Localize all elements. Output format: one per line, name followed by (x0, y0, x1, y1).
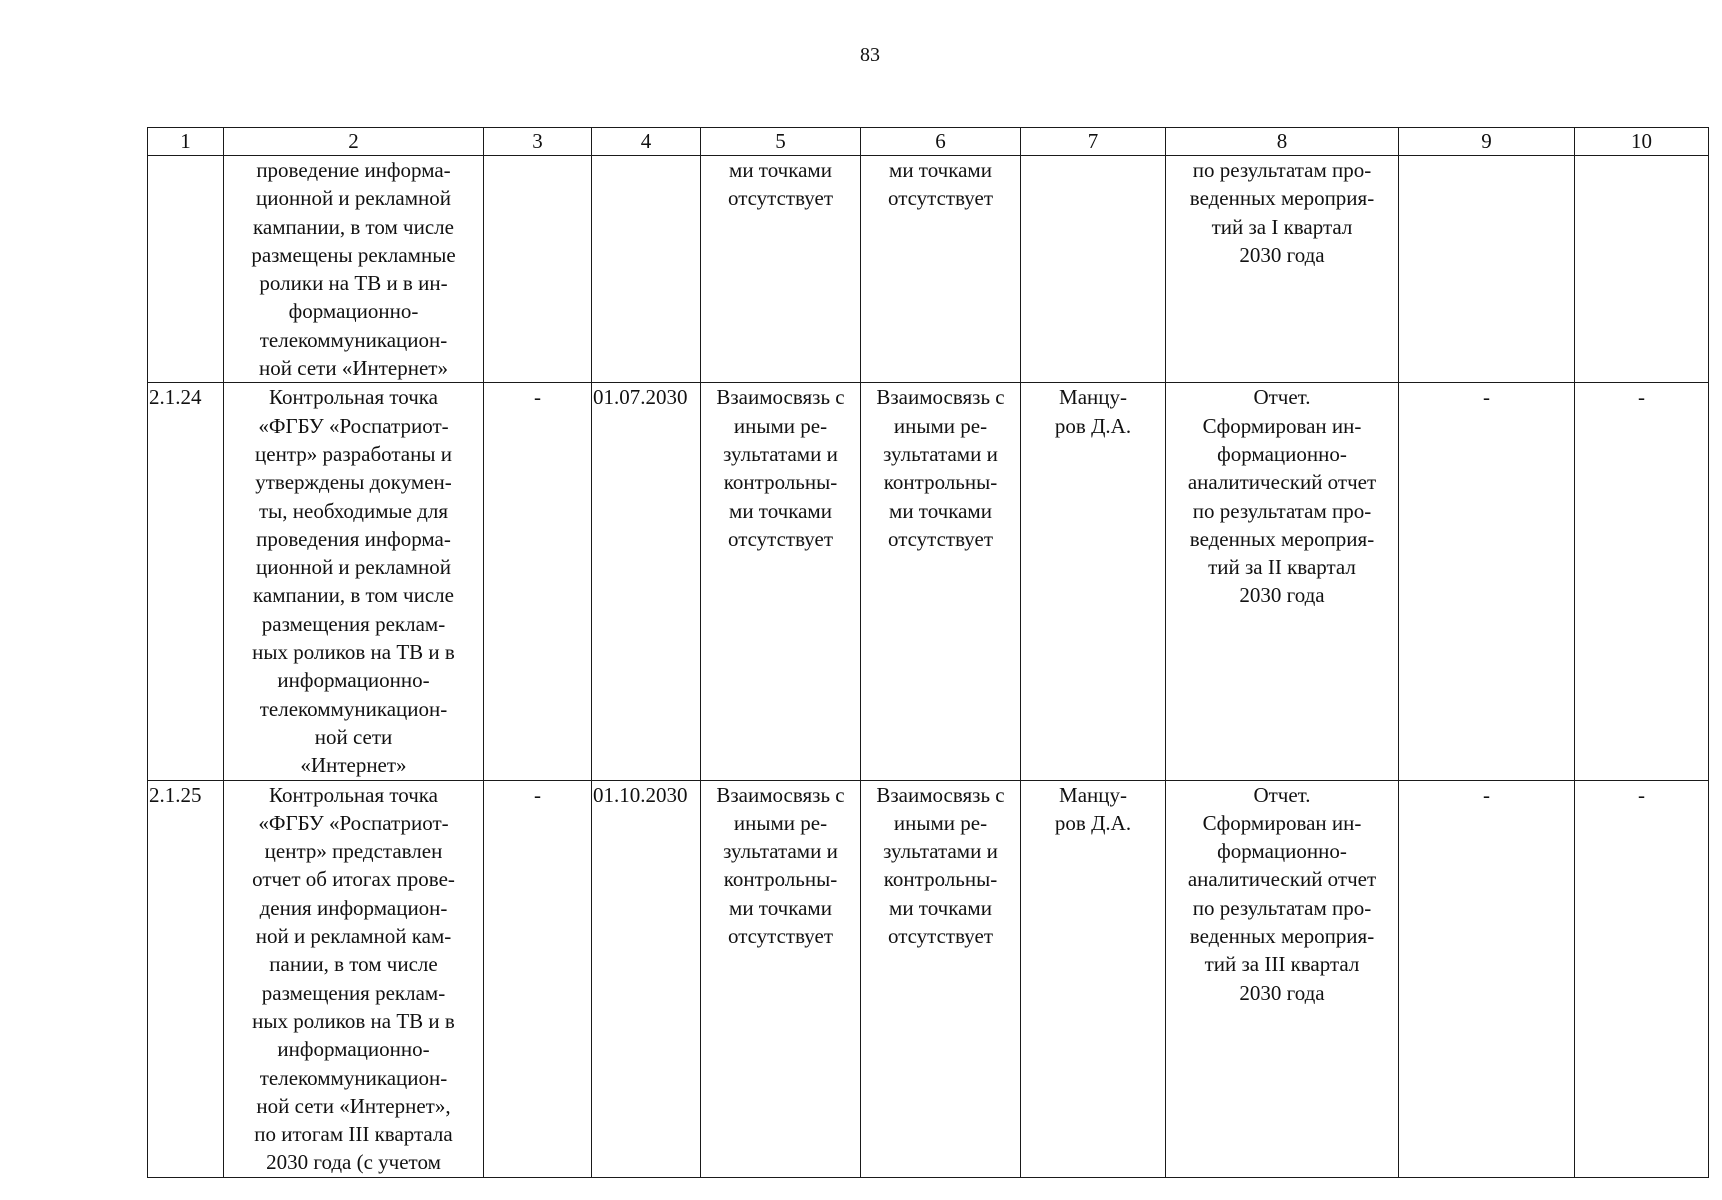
description-cell (224, 780, 484, 1177)
text-line: иными ре- (893, 413, 988, 438)
relation-cell (701, 383, 861, 780)
text-line: дения информацион- (259, 895, 448, 920)
text-line: 2030 года (1239, 242, 1325, 267)
text-line: 2030 года (1239, 980, 1325, 1005)
text-line: телекоммуникацион- (259, 1065, 448, 1090)
text-line: веденных мероприя- (1189, 526, 1375, 551)
text-line: телекоммуникацион- (259, 327, 448, 352)
column-header: 3 (484, 128, 592, 156)
text-line: тий за I квартал (1211, 214, 1353, 239)
column-3-cell (484, 156, 592, 383)
text-line: зультатами и (883, 839, 998, 864)
text-line: ми точками (889, 498, 992, 523)
text-line: ты, необходимые для (258, 498, 449, 523)
text-line: отсутствует (887, 924, 994, 949)
text-line: Отчет. (1253, 385, 1311, 410)
text-line: отсутствует (727, 526, 834, 551)
text-line: иными ре- (733, 810, 828, 835)
text-line: формационно- (288, 299, 419, 324)
responsible-cell (1021, 383, 1166, 780)
text-line: Взаимосвязь с (716, 782, 845, 807)
text-line: 2030 года (с учетом (266, 1150, 441, 1175)
text-line: центр» представлен (264, 839, 443, 864)
text-line: размещения реклам- (261, 611, 446, 636)
text-line: Сформирован ин- (1202, 413, 1362, 438)
column-header: 5 (701, 128, 861, 156)
text-line: по итогам III квартала (254, 1122, 453, 1147)
text-line: информационно- (277, 668, 430, 693)
table-row (148, 780, 1709, 1177)
text-line: ционной и рекламной (255, 186, 452, 211)
text-line: кампании, в том числе (253, 583, 454, 608)
item-number-cell: 2.1.25 (148, 780, 224, 1177)
text-line: веденных мероприя- (1189, 924, 1375, 949)
column-header: 10 (1575, 128, 1709, 156)
column-header: 1 (148, 128, 224, 156)
column-3-cell: - (484, 383, 592, 780)
description-cell (224, 156, 484, 383)
text-line: Отчет. (1253, 782, 1311, 807)
table-row (148, 156, 1709, 383)
text-line: отчет об итогах прове- (252, 867, 455, 892)
text-line: 2030 года (1239, 583, 1325, 608)
text-line: аналитический отчет (1187, 867, 1377, 892)
document-table (147, 127, 1709, 1178)
text-line: утверждены докумен- (255, 470, 452, 495)
text-line: по результатам про- (1192, 895, 1372, 920)
text-line: контрольны- (883, 867, 998, 892)
relation-cell (861, 383, 1021, 780)
column-10-cell: - (1575, 383, 1709, 780)
text-line: ми точками (729, 498, 832, 523)
text-line: ми точками (729, 895, 832, 920)
text-line: ров Д.А. (1054, 810, 1132, 835)
text-line: контрольны- (883, 470, 998, 495)
item-number-cell: 2.1.24 (148, 383, 224, 780)
relation-cell (861, 156, 1021, 383)
text-line: ной сети «Интернет» (259, 356, 448, 381)
responsible-cell (1021, 780, 1166, 1177)
column-10-cell: - (1575, 780, 1709, 1177)
text-line: «ФГБУ «Роспатриот- (258, 810, 449, 835)
text-line: проведение информа- (256, 158, 451, 182)
text-line: ных роликов на ТВ и в (252, 640, 455, 665)
text-line: ционной и рекламной (255, 555, 452, 580)
text-line: Взаимосвязь с (716, 385, 845, 410)
text-line: ной сети «Интернет», (256, 1093, 451, 1118)
column-header: 8 (1166, 128, 1399, 156)
text-line: размещены рекламные (251, 242, 456, 267)
item-number-cell (148, 156, 224, 383)
text-line: Контрольная точка (268, 782, 438, 807)
relation-cell (861, 780, 1021, 1177)
responsible-cell (1021, 156, 1166, 383)
text-line: ролики на ТВ и в ин- (259, 271, 448, 296)
text-line: тий за II квартал (1208, 555, 1356, 580)
column-10-cell (1575, 156, 1709, 383)
date-cell (592, 156, 701, 383)
text-line: кампании, в том числе (253, 214, 454, 239)
text-line: Взаимосвязь с (876, 782, 1005, 807)
text-line: ной сети (314, 724, 393, 749)
text-line: размещения реклам- (261, 980, 446, 1005)
text-line: Контрольная точка (268, 385, 438, 410)
result-cell (1166, 156, 1399, 383)
text-line: отсутствует (727, 186, 834, 211)
text-line: формационно- (1217, 441, 1347, 466)
result-cell (1166, 780, 1399, 1177)
text-line: ми точками (889, 895, 992, 920)
text-line: веденных мероприя- (1189, 186, 1375, 211)
text-line: Сформирован ин- (1202, 810, 1362, 835)
text-line: контрольны- (723, 867, 838, 892)
text-line: иными ре- (733, 413, 828, 438)
text-line: Манцу- (1059, 385, 1127, 410)
column-header: 9 (1399, 128, 1575, 156)
column-9-cell (1399, 156, 1575, 383)
text-line: проведения информа- (256, 526, 451, 551)
relation-cell (701, 156, 861, 383)
text-line: по результатам про- (1192, 498, 1372, 523)
column-header: 2 (224, 128, 484, 156)
text-line: отсутствует (887, 186, 994, 211)
column-3-cell: - (484, 780, 592, 1177)
column-9-cell: - (1399, 780, 1575, 1177)
date-cell: 01.10.2030 (592, 780, 701, 1177)
text-line: ми точками (889, 158, 992, 182)
column-header: 6 (861, 128, 1021, 156)
text-line: ной и рекламной кам- (255, 924, 452, 949)
column-9-cell: - (1399, 383, 1575, 780)
table-header-row (148, 128, 1709, 156)
text-line: по результатам про- (1192, 158, 1372, 182)
text-line: центр» разработаны и (255, 441, 452, 466)
text-line: телекоммуникацион- (259, 696, 448, 721)
table-row (148, 383, 1709, 780)
text-line: ров Д.А. (1054, 413, 1132, 438)
text-line: «ФГБУ «Роспатриот- (258, 413, 449, 438)
text-line: отсутствует (887, 526, 994, 551)
text-line: «Интернет» (300, 753, 407, 778)
column-header: 4 (592, 128, 701, 156)
text-line: зультатами и (883, 441, 998, 466)
text-line: ных роликов на ТВ и в (252, 1008, 455, 1033)
column-header: 7 (1021, 128, 1166, 156)
text-line: тий за III квартал (1204, 952, 1360, 977)
text-line: зультатами и (723, 441, 838, 466)
date-cell: 01.07.2030 (592, 383, 701, 780)
result-cell (1166, 383, 1399, 780)
text-line: аналитический отчет (1187, 470, 1377, 495)
text-line: иными ре- (893, 810, 988, 835)
text-line: отсутствует (727, 924, 834, 949)
description-cell (224, 383, 484, 780)
text-line: формационно- (1217, 839, 1347, 864)
text-line: контрольны- (723, 470, 838, 495)
page-number: 83 (860, 44, 880, 66)
text-line: пании, в том числе (269, 952, 438, 977)
text-line: информационно- (277, 1037, 430, 1062)
text-line: Взаимосвязь с (876, 385, 1005, 410)
text-line: зультатами и (723, 839, 838, 864)
relation-cell (701, 780, 861, 1177)
text-line: ми точками (729, 158, 832, 182)
text-line: Манцу- (1059, 782, 1127, 807)
